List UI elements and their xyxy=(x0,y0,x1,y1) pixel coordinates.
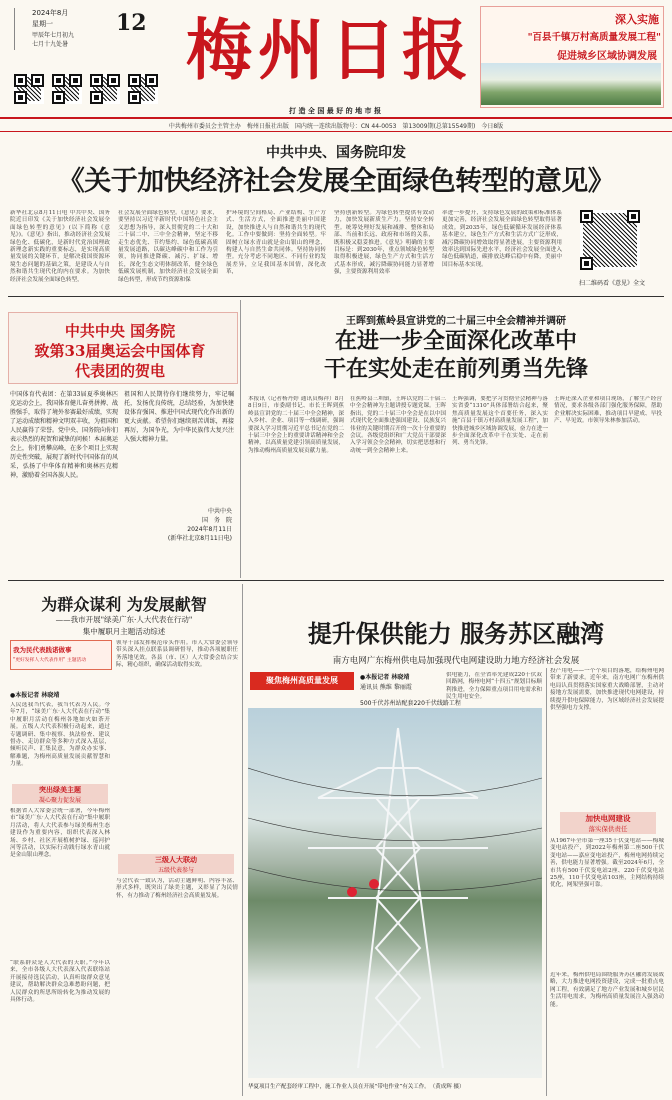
power-section-box xyxy=(560,812,656,834)
bl-body-3: “联系群众是人大代表的天职。”今年以来，全市各级人大代表深入代表联络站开展接待选民活动，认真听取群众意见建议，帮助解决群众急难愁盼问题，把人民群众的所思所盼转化为推动发展的具体行动。 xyxy=(10,960,110,1004)
mid-col-1: 本报讯（记者杨丹婷 通讯员梅祥）8月8日9日，市委副书记、市长王晖到蕉岭县宣讲党的二十届三中全会精神，深入乡村、企业、项目等一线调研，强调要深入学习贯彻习近平总书记在党的二十届三中全会上的重要讲话精神和全会精神，以高质量党建引领高质量发展，为推动梅州高质量发展贡献力量。 xyxy=(248,396,344,454)
mid-col-3: 王晖强调，要把学习贯彻全会精神与落实省委“1310”具体部署结合起来，聚焦高质量发展这个首要任务，深入实施“百县千镇万村高质量发展工程”，加快推进城乡区域协调发展，奋力在进一步全面深化改革中干在实处、走在前列、勇当先锋。 xyxy=(452,396,548,447)
bl-badge xyxy=(10,640,112,670)
left-sign-2: 国 务 院 xyxy=(201,517,232,524)
masthead-qr-4 xyxy=(128,74,158,104)
masthead-qr-3 xyxy=(90,74,120,104)
date-day: 12 xyxy=(116,10,147,36)
power-col-1: 供电能力，在全省率先建成220千伏双回路网，梅州电网“十四五”规划目标顺利推进，全力保障重点项目用电需求和民生用电安全。 xyxy=(446,672,542,701)
worker-figure-2 xyxy=(369,879,379,889)
left-sign-4: (新华社北京8月11日电) xyxy=(167,535,232,542)
power-right-col-b: 从1967年全市第一座35千伏变电站——梅城变电站投产，到2022年梅州第二座500千伏变电站——嘉应变电站投产，梅州电网持续完善，供电能力显著增强。截至2024年6月，全市共有500千伏变电站2座、220千伏变电站25座，110千伏变电站103座，主网结构持续优化，网架坚强可靠。 xyxy=(550,838,664,889)
worker-figure-1 xyxy=(347,887,357,897)
power-tag: 聚焦梅州高质量发展 xyxy=(250,672,354,690)
lead-kicker: 中共中央、国务院印发 xyxy=(266,145,406,161)
left-body-a: 中国体育代表团：在第33届夏季奥林匹克运动会上，我国体育健儿奋勇拼搏、战胜强手，取得了境外参赛最好成绩，实现了运动成绩和精神文明双丰收，为祖国和人民赢得了荣誉。党中央、国务院向你们表示热烈的祝贺和诚挚的问候！本届奥运会上，你们勇攀高峰，在多个项目上实现历史性突破，展现了新时代中国体育的风采，弘扬了中华体育精神和奥林匹克精神，激励着全国各族人民。 xyxy=(10,391,118,479)
bl-body-1: 人民选我当代表，我当代表为人民。今年7月，“绿美广东·人大代表在行动”集中履职月活动在梅州各地如火如荼开展。五级人大代表积极行动起来，通过专题调研、集中视察、执法检查、建议督办、走访群众等多种方式深入基层，倾听民声、汇集民意，为群众办实事、解难题，为梅州高质量发展贡献智慧和力量。 xyxy=(10,702,110,768)
lead-headline: 《关于加快经济社会发展全面绿色转型的意见》 xyxy=(57,166,615,197)
left-sign-3: 2024年8月11日 xyxy=(187,526,232,533)
bl-section-a xyxy=(12,784,108,804)
bl-headline: 为群众谋利 为发展献智 xyxy=(41,595,207,614)
ad-line-3: 促进城乡区域协调发展 xyxy=(557,51,657,62)
power-byline-2: 通讯员 熊维 黎丽霞 xyxy=(360,684,412,691)
power-section-1: 加快电网建设 xyxy=(585,814,631,823)
date-box xyxy=(10,8,158,68)
left-sign-1: 中共中央 xyxy=(207,508,232,515)
ad-line-2: "百县千镇万村高质量发展工程" xyxy=(527,32,661,43)
bl-byline: ●本报记者 林晓靖 xyxy=(10,692,60,699)
masthead-qr-2 xyxy=(52,74,82,104)
bl-section-4: 五级代表参与 xyxy=(157,867,194,874)
bl-subtitle: ——我市开展"绿美广东·人大代表在行动" xyxy=(55,615,193,624)
power-right-col-a: 投产用电——一个个项目的落地，给梅州电网带来了新要求。近年来，南方电网广东梅州供电局认真贯彻落实国家重大战略部署，主动对接地方发展需要，加快推进现代电网建设，持续提升供电保障能力，为区域经济社会发展提供坚强电力支撑。 xyxy=(550,668,664,712)
bl-body-5: 与会代表一致认为，活动主题鲜明、内容丰富、形式多样，既突出了绿美主题，又彰显了为民情怀，有力推动了梅州经济社会高质量发展。 xyxy=(116,878,238,899)
left-headline-3: 代表团的贺电 xyxy=(74,362,165,380)
power-photo-caption: 华夏项目生产配套经审工程中，施工作业人员在开展“带电作业”有关工作。 （黄成辉 摄） xyxy=(248,1084,465,1090)
bl-subtitle-2: 集中履职月主题活动综述 xyxy=(82,627,166,636)
lead-qr-caption: 扫二维码看《意见》全文 xyxy=(578,280,645,287)
bl-section-b xyxy=(118,854,234,874)
ad-line-1: 深入实施 xyxy=(615,13,659,26)
power-headline: 提升保供能力 服务苏区融湾 xyxy=(307,619,605,648)
bl-body-4: 领导干部发挥模范带头作用。市人大常委会领导带头深入挂点联系县调研督导，推动各项履职任务落地见效。各县（市、区）人大常委会结合实际，精心组织，确保活动取得实效。 xyxy=(116,640,238,669)
bl-body-2: 根据省人大常委会统一部署，今年梅州市“绿美广东·人大代表在行动”集中履职月活动，将人大代表参与绿美梅州生态建设作为重要内容，组织代表深入林场、乡村、社区开展植树护绿、巡河护河等活动，以实际行动践行绿水青山就是金山银山理念。 xyxy=(10,808,110,859)
transmission-tower-graphic xyxy=(248,708,542,1078)
lead-col-3: 护环境的空间格局、产业结构、生产方式、生活方式，全面推进美丽中国建设，加快推进人与自然和谐共生的现代化。工作中要做到：坚持全面转型。牢固树立绿水青山就是金山银山的理念，构建人与自然生命共同体。坚持协同转型。充分考虑不同地区、不同行业的发展差异，立足我国基本国情，深化改革， xyxy=(226,210,326,276)
lead-col-2: 社会发展全面绿色转型。《意见》要求，要坚持以习近平新时代中国特色社会主义思想为指导，深入贯彻党的二十大和二十届二中、三中全会精神，坚定不移走生态优先、节约集约、绿色低碳高质量发展道路，以碳达峰碳中和工作为引领，协同推进降碳、减污、扩绿、增长，深化生态文明体制改革，健全绿色低碳发展机制，加快经济社会发展全面绿色转型，形成节约资源和保 xyxy=(118,210,218,283)
masthead-ad xyxy=(480,6,664,108)
ad-landscape-image xyxy=(481,63,661,105)
lead-col-5: 率进一步提升，支持绿色发展的政策和标准体系更加完善，经济社会发展全面绿色转型取得显著成效。到2035年，绿色低碳循环发展经济体系基本建立，绿色生产方式和生活方式广泛形成，减污降碳协同增效取得显著进展，主要资源利用效率达到国际先进水平，经济社会发展全面进入绿色低碳轨道，碳排放达峰后稳中有降，美丽中国目标基本实现。 xyxy=(442,210,562,268)
mid-headline-2: 干在实处走在前列勇当先锋 xyxy=(323,356,588,382)
mid-headline-1: 在进一步全面深化改革中 xyxy=(334,328,577,354)
left-body-b: 祖国和人民期待你们继续努力，牢记嘱托，发扬优良传统，总结经验，为加快建设体育强国、推进中国式现代化作出新的更大贡献。希望你们继续刻苦训练，再接再厉，为国争光，为中华民族伟大复兴注入强大精神力量。 xyxy=(124,391,234,443)
paper-slogan: 打 造 全 国 最 好 的 地 市 报 xyxy=(289,107,381,115)
left-headline-1: 中共中央 国务院 xyxy=(64,322,176,340)
left-headline-2: 致第33届奥运会中国体育 xyxy=(34,342,206,360)
power-subtitle: 南方电网广东梅州供电局加强现代电网建设助力地方经济社会发展 xyxy=(332,656,580,666)
power-section-2: 落实保供责任 xyxy=(588,825,628,833)
lunar-line-2: 七月十九处暑 xyxy=(32,41,69,48)
bl-section-2: 凝心聚力促发展 xyxy=(38,797,81,804)
bl-section-1: 突出绿美主题 xyxy=(39,786,81,794)
lead-qr-code xyxy=(580,210,640,270)
weekday: 星期一 xyxy=(32,20,53,28)
power-right-col-c: 近年来，梅州供电局围绕服务苏区融湾发展战略，大力推进电网投资建设，完成一批重点电网工程，有效满足了地方产业发展和城乡居民生活用电需求，为梅州高质量发展注入强劲动能。 xyxy=(550,972,664,1008)
masthead-qr-1 xyxy=(14,74,44,104)
mid-col-4: 王晖还深入企业和项目现场，了解生产经营情况，要求各级各部门强化服务保障，帮助企业解决实际困难，推动项目早建成、早投产、早见效。市领导朱林参加活动。 xyxy=(554,396,662,425)
mid-kicker: 王晖到蕉岭县宣讲党的二十届三中全会精神并调研 xyxy=(346,316,566,327)
power-photo-caption-right: 500千伏苏州站配套220千伏线路工程 xyxy=(360,700,461,707)
info-bar: 中共梅州市委员会主管主办 梅州日报社出版 国内统一连续出版物号：CN 44-0053 第13009期(总第15549期) 今日8版 xyxy=(168,123,504,130)
lunar-line-1: 甲辰年七月初九 xyxy=(32,32,75,39)
lead-col-1: 新华社北京8月11日电 中共中央、国务院近日印发《关于加快经济社会发展全面绿色转型的意见》(以下简称《意见》)。《意见》指出，推动经济社会发展绿色化、低碳化，是新时代党治国理政新理念新实践的重要标志，是实现高质量发展的关键环节，是解决我国资源环境生态问题的基础之策，是建设人与自然和谐共生现代化的内在要求。为加快经济社会发展全面绿色转型， xyxy=(10,210,110,283)
date-line: 2024年8月 xyxy=(32,9,69,17)
power-byline-1: ●本报记者 林晓靖 xyxy=(360,674,410,681)
paper-title: 梅州日报 xyxy=(186,11,474,89)
bl-badge-1: 我为民代表践诺做事 xyxy=(13,646,72,654)
bl-section-3: 三级人大联动 xyxy=(155,856,197,864)
mid-col-2: 在蕉岭县三圳镇，王晖以党的二十届三中全会精神为主题讲授专题党课。王晖指出，党的二十届三中全会是在以中国式现代化全面推进强国建设、民族复兴伟业的关键时期召开的一次十分重要的会议。各级党组织和广大党员干部要深入学习领会全会精神，切实把思想和行动统一到全会精神上来。 xyxy=(350,396,446,454)
bl-badge-2: "更好发挥人大代表作用" 主题活动 xyxy=(13,658,87,663)
lead-col-4: 坚持创新转型。为绿色转型提供有效动力，加快发展新质生产力。坚持安全转型。统筹处理好发展和减排、整体和局部、当前和长远、政府和市场的关系，既积极又稳妥推进。《意见》明确的主要目标是：到2030年，重点领域绿色转型取得积极进展，绿色生产方式和生活方式基本形成，减污降碳协同能力显著增强，主要资源利用效率 xyxy=(334,210,434,276)
power-tower-photo xyxy=(248,708,542,1078)
